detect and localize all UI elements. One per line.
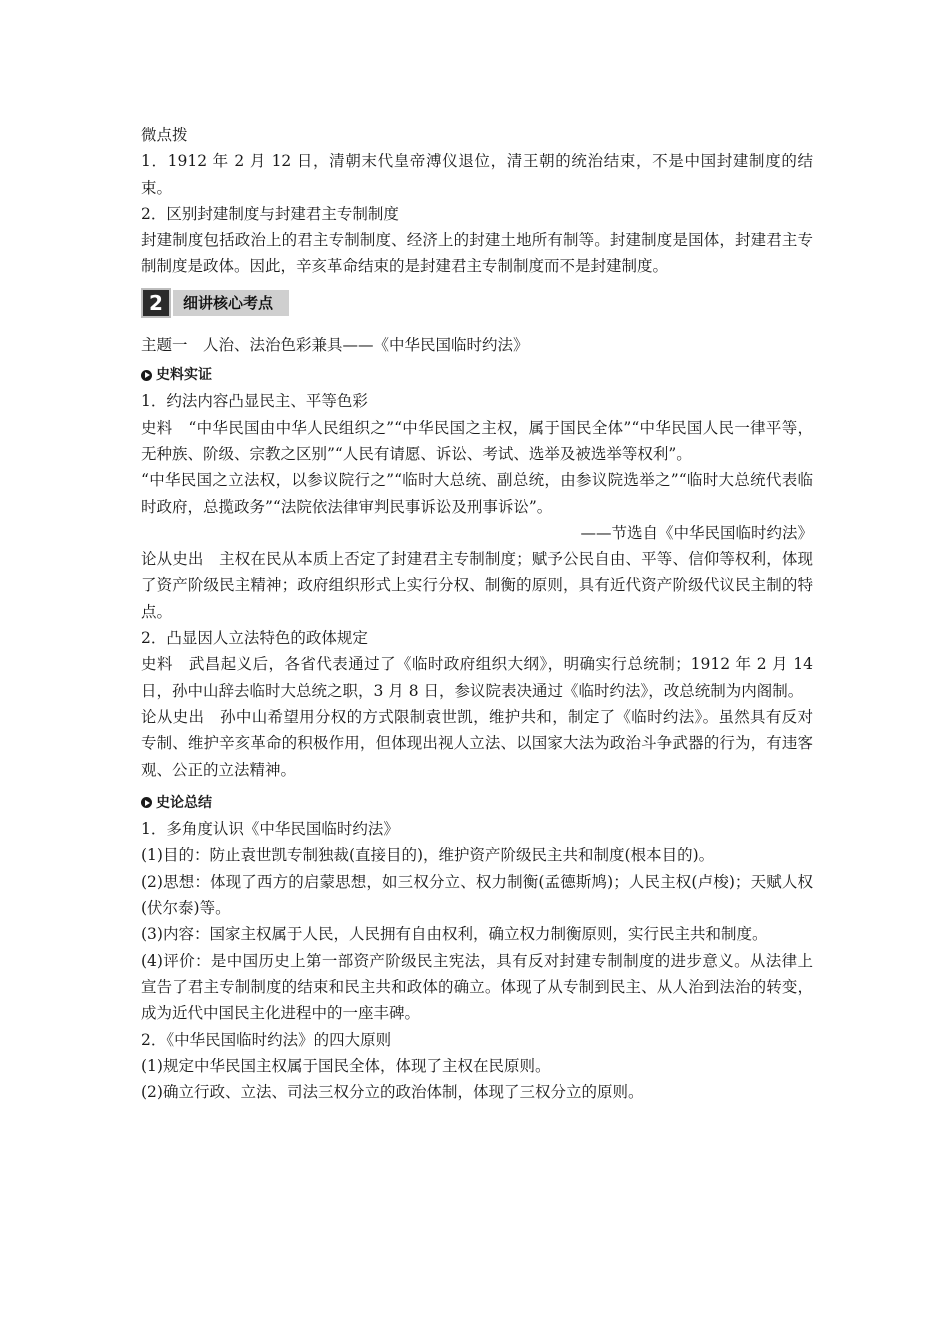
section-title: 细讲核心考点	[173, 290, 289, 316]
summary-item1-purpose: (1)目的：防止袁世凯专制独裁(直接目的)，维护资产阶级民主共和制度(根本目的)。	[141, 846, 715, 865]
evidence-item1-source1: 史料 “中华民国由中华人民组织之”“中华民国之主权，属于国民全体”“中华民国人民一律平等，无种族、阶级、宗教之区别”“人民有请愿、诉讼、考试、选举及被选举等权利”。	[141, 418, 813, 463]
summary-heading	[141, 790, 813, 816]
summary-item1-evaluation: (4)评价：是中国历史上第一部资产阶级民主宪法，具有反对封建专制制度的进步意义。从法律上宣告了君主专制制度的结束和民主共和政体的确立。体现了从专制到民主、从人治到法治的转变，成为近代中国民主化进程中的一座丰碑。	[141, 951, 813, 1023]
section-number: 2	[141, 288, 171, 318]
tip-paragraph-3: 封建制度包括政治上的君主专制制度、经济上的封建土地所有制等。封建制度是国体，封建君主专制制度是政体。因此，辛亥革命结束的是封建君主专制制度而不是封建制度。	[141, 231, 813, 276]
tip-paragraph-1: 1．1912 年 2 月 12 日，清朝末代皇帝溥仪退位，清王朝的统治结束，不是中国封建制度的结束。	[141, 152, 813, 197]
evidence-item1-argument: 论从史出 主权在民从本质上否定了封建君主专制制度；赋予公民自由、平等、信仰等权利，体现了资产阶级民主精神；政府组织形式上实行分权、制衡的原则，具有近代资产阶级代议民主制的特点。	[141, 550, 813, 621]
tip-title: 微点拨	[141, 126, 188, 144]
evidence-item1-citation: ——节选自《中华民国临时约法》	[580, 523, 813, 542]
evidence-item2-title: 2．凸显因人立法特色的政体规定	[141, 629, 368, 648]
summary-item2-principle-2: (2)确立行政、立法、司法三权分立的政治体制，体现了三权分立的原则。	[141, 1083, 644, 1102]
evidence-item2-argument: 论从史出 孙中山希望用分权的方式限制袁世凯，维护共和，制定了《临时约法》。虽然具有反对专制、维护辛亥革命的积极作用，但体现出视人立法、以国家大法为政治斗争武器的行为，有违客观、公正的立法精神。	[141, 707, 813, 779]
topic-title: 主题一 人治、法治色彩兼具——《中华民国临时约法》	[141, 335, 529, 354]
summary-item2-principle-1: (1)规定中华民国主权属于国民全体，体现了主权在民原则。	[141, 1056, 551, 1075]
tip-paragraph-2: 2．区别封建制度与封建君主专制制度	[141, 204, 399, 223]
summary-heading-label: 史论总结	[156, 794, 212, 811]
play-circle-icon	[141, 370, 152, 381]
play-circle-icon	[141, 797, 152, 808]
evidence-item1-source2: “中华民国之立法权，以参议院行之”“临时大总统、副总统，由参议院选举之”“临时大总统代表临时政府，总揽政务”“法院依法律审判民事诉讼及刑事诉讼”。	[141, 471, 813, 516]
evidence-item1-title: 1．约法内容凸显民主、平等色彩	[141, 392, 368, 411]
summary-item1-thought: (2)思想：体现了西方的启蒙思想，如三权分立、权力制衡(孟德斯鸠)；人民主权(卢梭)；天赋人权(伏尔泰)等。	[141, 872, 813, 918]
evidence-heading	[141, 362, 813, 388]
evidence-heading-label: 史料实证	[156, 367, 212, 384]
summary-item1-content: (3)内容：国家主权属于人民，人民拥有自由权利，确立权力制衡原则，实行民主共和制度。	[141, 925, 768, 944]
page-content	[141, 122, 813, 1105]
section-header	[141, 288, 289, 318]
summary-item1-title: 1．多角度认识《中华民国临时约法》	[141, 820, 399, 839]
summary-item2-title: 2．《中华民国临时约法》的四大原则	[141, 1030, 392, 1049]
evidence-item2-source: 史料 武昌起义后，各省代表通过了《临时政府组织大纲》，明确实行总统制；1912 年 2 月 14 日，孙中山辞去临时大总统之职，3 月 8 日，参议院表决通过《临时约法》，改总统制为内阁制。	[141, 655, 813, 700]
